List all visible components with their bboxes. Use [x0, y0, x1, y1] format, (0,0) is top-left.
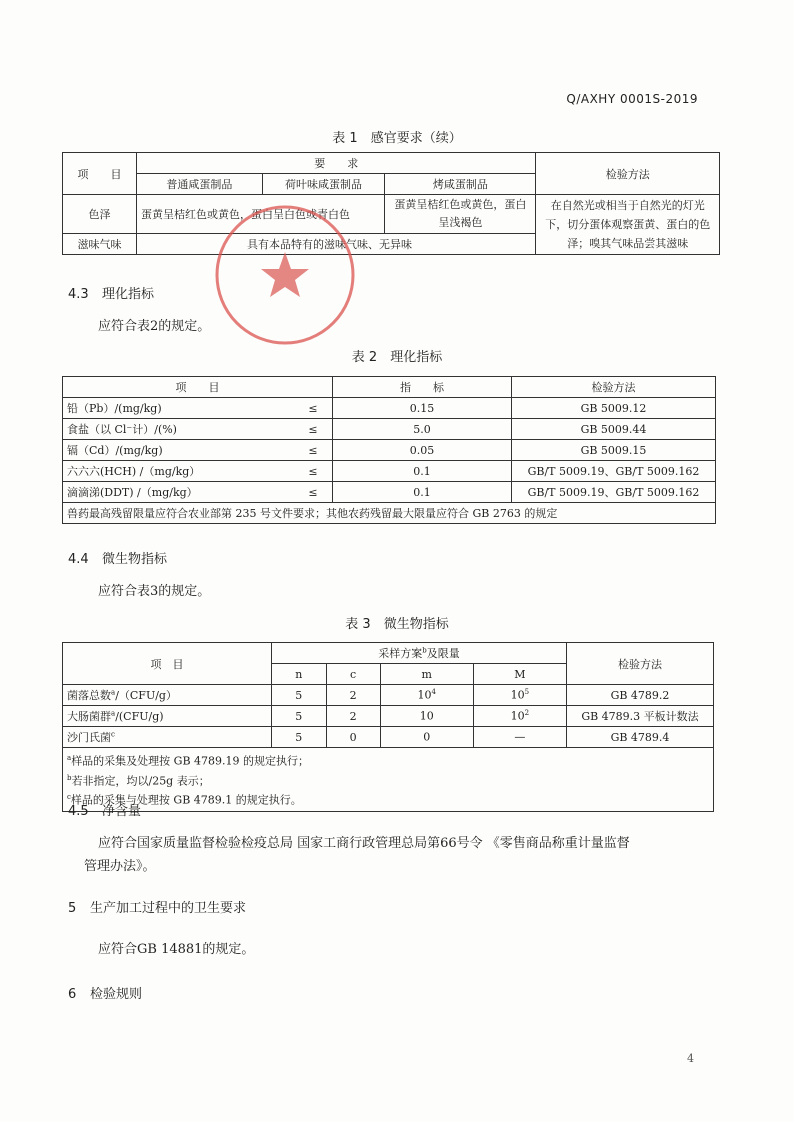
table2-item: 食盐（以 Cl⁻计）/(%) [63, 419, 295, 440]
table3-n: 5 [272, 706, 327, 727]
table3-c: 2 [326, 706, 380, 727]
table2-note: 兽药最高残留限量应符合农业部第 235 号文件要求；其他农药残留最大限量应符合 GB 2763 的规定 [63, 503, 716, 524]
table3-sub-head: m [380, 664, 473, 685]
table3-method: GB 4789.4 [567, 727, 714, 748]
table1-row-roast: 蛋黄呈桔红色或黄色，蛋白呈浅褐色 [385, 195, 536, 234]
section-4-3-heading: 4.3 理化指标 [68, 287, 155, 302]
table3-item: 大肠菌群$^a$/(CFU/g) [63, 706, 272, 727]
table3-m: $10^4$ [380, 685, 473, 706]
table2-item: 铅（Pb）/(mg/kg) [63, 398, 295, 419]
section-4-5-heading: 4.5 净含量 [68, 804, 142, 819]
table1-sub-head: 普通咸蛋制品 [137, 174, 263, 195]
table1 [62, 152, 720, 255]
table3-m: 0 [380, 727, 473, 748]
table2-op: ≤ [294, 419, 333, 440]
section-5-text: 应符合GB 14881的规定。 [98, 942, 255, 957]
table3-method: GB 4789.3 平板计数法 [567, 706, 714, 727]
table3-head-method: 检验方法 [567, 643, 714, 685]
table2 [62, 376, 716, 524]
section-4-5-text: 应符合国家质量监督检验检疫总局 国家工商行政管理总局第66号令 《零售商品称重计量监督 [98, 836, 630, 851]
table3-notes: $^a$样品的采集及处理按 GB 4789.19 的规定执行； $^b$若非指定，均以/25g 表示； $^c$样品的采集与处理按 GB 4789.1 的规定执行。 [63, 748, 714, 812]
table3 [62, 642, 714, 812]
table3-n: 5 [272, 727, 327, 748]
table3-sub-head: M [473, 664, 566, 685]
section-4-3-text: 应符合表2的规定。 [98, 319, 211, 334]
section-4-4-text: 应符合表3的规定。 [98, 584, 211, 599]
table2-caption: 表 2 理化指标 [351, 350, 443, 365]
table3-M: $10^2$ [473, 706, 566, 727]
table3-item: 菌落总数$^a$/（CFU/g） [63, 685, 272, 706]
table2-method: GB/T 5009.19、GB/T 5009.162 [512, 461, 716, 482]
table3-M: $10^5$ [473, 685, 566, 706]
table3-M: — [473, 727, 566, 748]
table2-head-method: 检验方法 [512, 377, 716, 398]
table3-c: 0 [326, 727, 380, 748]
table2-value: 0.1 [333, 461, 512, 482]
table2-head-item: 项 目 [63, 377, 333, 398]
table1-row-item: 色泽 [63, 195, 137, 234]
table2-op: ≤ [294, 461, 333, 482]
table2-method: GB 5009.15 [512, 440, 716, 461]
table2-head-index: 指 标 [333, 377, 512, 398]
table2-item: 镉（Cd）/(mg/kg) [63, 440, 295, 461]
table2-method: GB 5009.12 [512, 398, 716, 419]
table3-head-plan: 采样方案$^b$及限量 [272, 643, 567, 664]
table2-op: ≤ [294, 398, 333, 419]
table1-method: 在自然光或相当于自然光的灯光下，切分蛋体观察蛋黄、蛋白的色泽；嗅其气味品尝其滋味 [536, 195, 720, 255]
table3-sub-head: n [272, 664, 327, 685]
section-5-heading: 5 生产加工过程中的卫生要求 [68, 901, 247, 916]
section-4-5-text-cont: 管理办法》。 [84, 859, 156, 874]
table1-head-req: 要 求 [137, 153, 536, 174]
table2-method: GB/T 5009.19、GB/T 5009.162 [512, 482, 716, 503]
table2-item: 六六六(HCH) /（mg/kg） [63, 461, 295, 482]
table2-method: GB 5009.44 [512, 419, 716, 440]
table3-item: 沙门氏菌$^c$ [63, 727, 272, 748]
table1-sub-head: 烤咸蛋制品 [385, 174, 536, 195]
table1-row-all: 具有本品特有的滋味气味、无异味 [137, 234, 536, 255]
table1-caption: 表 1 感官要求（续） [332, 131, 462, 146]
table2-value: 5.0 [333, 419, 512, 440]
section-4-4-heading: 4.4 微生物指标 [68, 552, 168, 567]
table1-head-method: 检验方法 [536, 153, 720, 195]
table1-head-item: 项 目 [63, 153, 137, 195]
table1-row-item: 滋味气味 [63, 234, 137, 255]
table3-n: 5 [272, 685, 327, 706]
document-number: Q/AXHY 0001S-2019 [566, 92, 698, 106]
table3-caption: 表 3 微生物指标 [345, 617, 449, 632]
table3-m: 10 [380, 706, 473, 727]
table2-op: ≤ [294, 440, 333, 461]
table2-value: 0.15 [333, 398, 512, 419]
table2-op: ≤ [294, 482, 333, 503]
table3-head-item: 项 目 [63, 643, 272, 685]
section-6-heading: 6 检验规则 [68, 987, 143, 1002]
table3-sub-head: c [326, 664, 380, 685]
table1-row-common: 蛋黄呈桔红色或黄色，蛋白呈白色或青白色 [137, 195, 385, 234]
table3-c: 2 [326, 685, 380, 706]
table3-method: GB 4789.2 [567, 685, 714, 706]
table1-sub-head: 荷叶味咸蛋制品 [262, 174, 385, 195]
page-number: 4 [687, 1052, 694, 1065]
table2-value: 0.1 [333, 482, 512, 503]
table2-value: 0.05 [333, 440, 512, 461]
table2-item: 滴滴涕(DDT) /（mg/kg） [63, 482, 295, 503]
